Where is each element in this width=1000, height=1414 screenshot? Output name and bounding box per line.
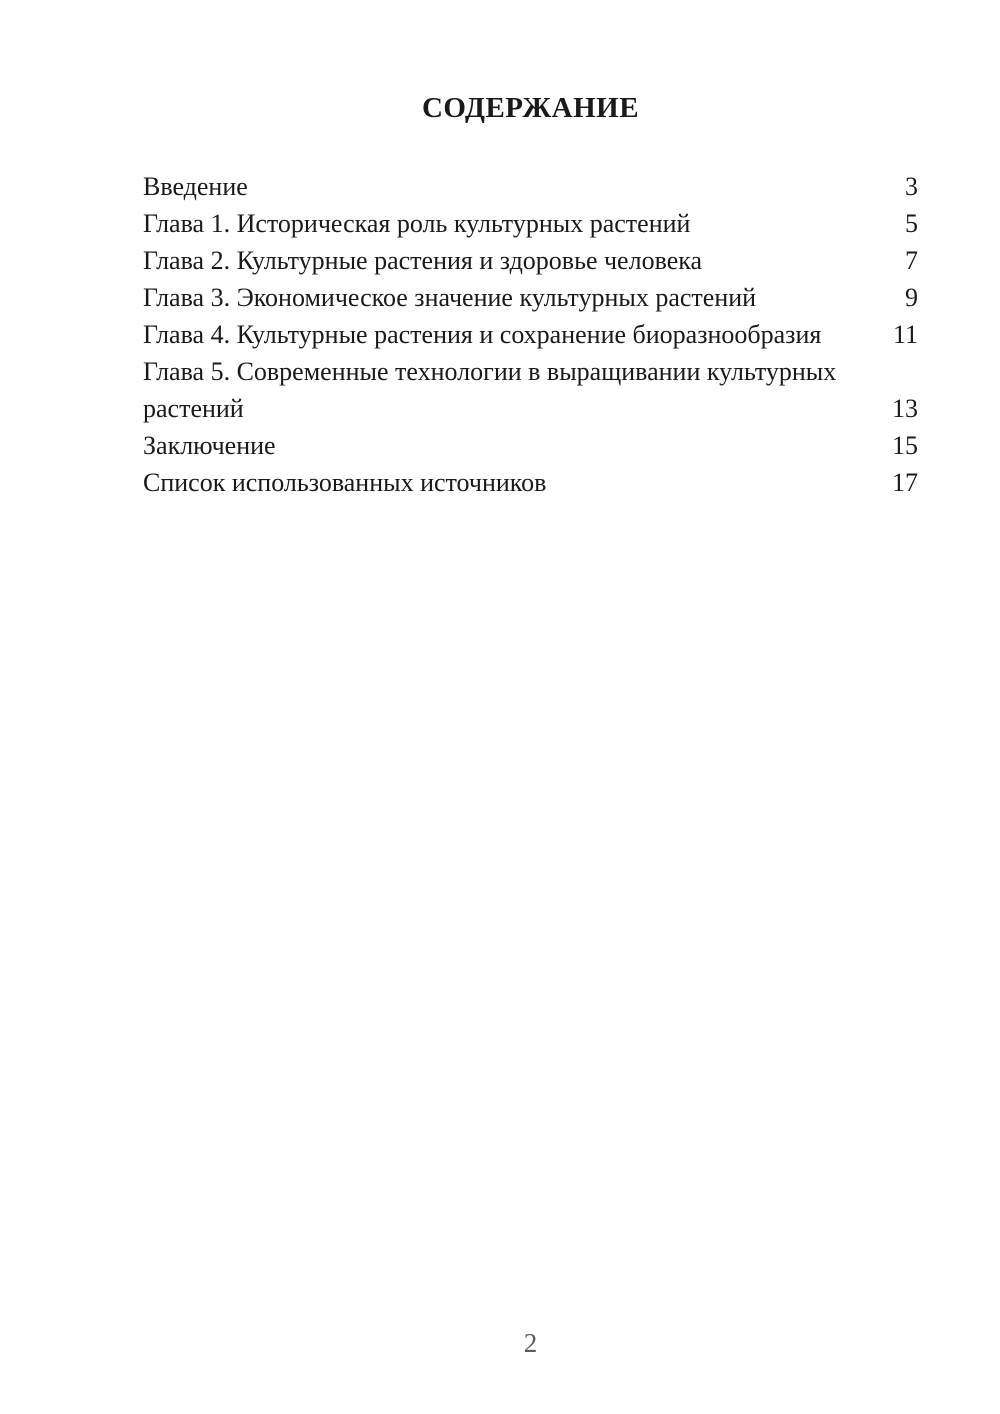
toc-entry-page: 17 <box>892 468 918 497</box>
toc-row <box>143 279 918 316</box>
toc-entry-page: 15 <box>892 431 918 460</box>
toc-entry-label: Глава 3. Экономическое значение культурных растений <box>143 283 757 312</box>
toc-row <box>143 205 918 242</box>
page-title: СОДЕРЖАНИЕ <box>421 92 640 124</box>
toc-entry-label: Глава 2. Культурные растения и здоровье человека <box>143 246 703 275</box>
toc-entry-page: 9 <box>905 283 918 312</box>
toc-entry-page: 5 <box>905 209 918 238</box>
toc-row <box>143 316 918 353</box>
page-content <box>143 93 918 501</box>
toc-entry-label: Заключение <box>143 431 276 460</box>
toc-entry-label: Введение <box>143 172 248 201</box>
table-of-contents <box>143 168 918 501</box>
page-number-footer: 2 <box>523 1328 538 1358</box>
toc-entry-label: Глава 4. Культурные растения и сохранение биоразнообразия <box>143 320 822 349</box>
toc-row <box>143 464 918 501</box>
toc-entry-page: 13 <box>892 394 918 423</box>
toc-entry-page: 3 <box>905 172 918 201</box>
toc-entry-label: Список использованных источников <box>143 468 547 497</box>
toc-entry-page: 11 <box>892 320 918 349</box>
toc-entry-label: Глава 1. Историческая роль культурных растений <box>143 209 691 238</box>
toc-row <box>143 353 918 427</box>
toc-row <box>143 427 918 464</box>
toc-entry-label: Глава 5. Современные технологии в выращивании культурных растений <box>143 357 837 423</box>
toc-entry-page: 7 <box>905 246 918 275</box>
toc-row <box>143 242 918 279</box>
toc-row <box>143 168 918 205</box>
